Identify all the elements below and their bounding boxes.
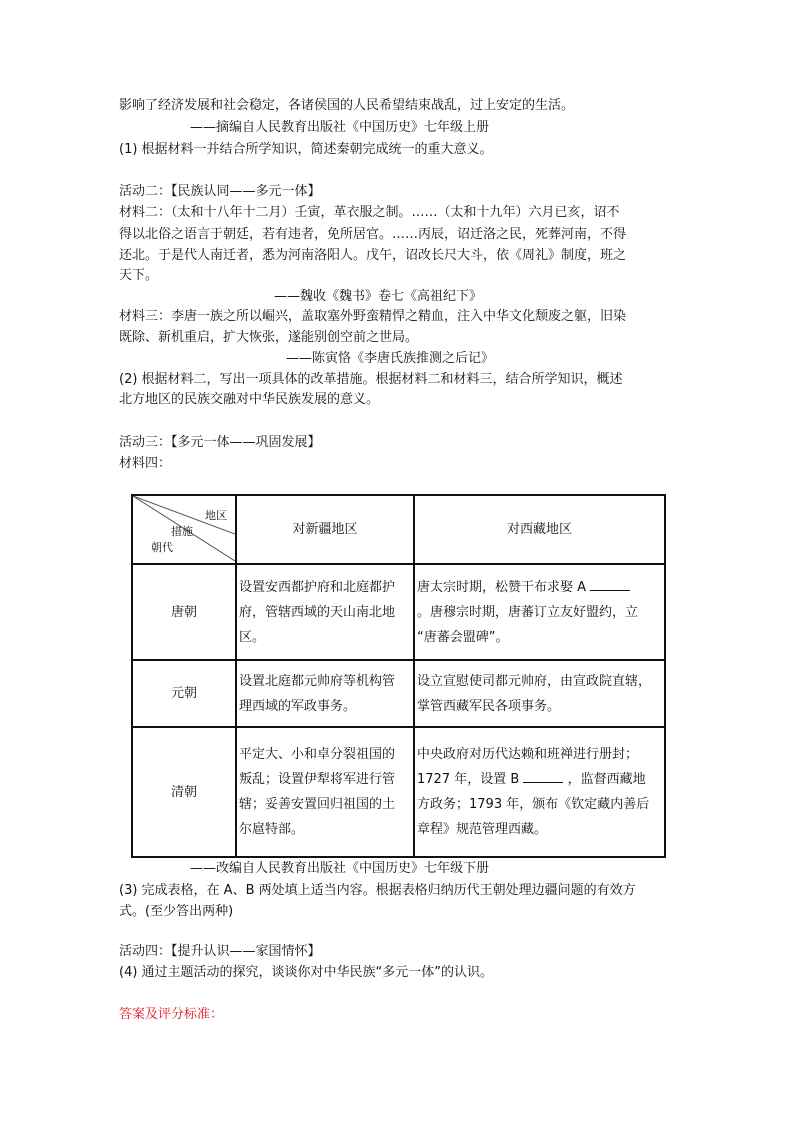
table-row [132,564,665,660]
cell-line: 尔扈特部。 [239,822,305,837]
text-line: 影响了经济发展和社会稳定，各诸侯国的人民希望结束战乱，过上安定的生活。 [119,98,575,113]
xinjiang-cell [236,564,414,660]
answer-blank-a[interactable] [590,578,630,591]
material-4-label: 材料四： [119,456,172,471]
table-source: ——改编自人民教育出版社《中国历史》七年级下册 [190,861,490,876]
cell-line: 1727 年，设置 B [417,772,520,787]
cell-line: 方政务；1793 年，颁布《钦定藏内善后 [417,797,650,812]
cell-line: 区。 [239,629,266,645]
material-2-line: 天下。 [119,268,159,283]
material-3-line: 材料三：李唐一族之所以崛兴，盖取塞外野蛮精悍之精血，注入中华文化颓废之躯，旧染 [119,309,627,324]
cell-line: ，监督西藏地 [567,772,646,787]
material-2-line: 得以北俗之语言于朝廷，若有违者，免所居官。……丙辰，诏迁洛之民，死葬河南，不得 [119,227,627,242]
question-1: (1) 根据材料一并结合所学知识，简述秦朝完成统一的重大意义。 [119,142,493,157]
cell-line: 设置安西都护府和北庭都护 [239,579,396,595]
corner-label-dynasty: 朝代 [151,541,173,554]
cell-line: 平定大、小和卓分裂祖国的 [239,747,396,762]
dynasty-cell: 唐朝 [132,564,236,660]
material-2-source: ——魏收《魏书》卷七《高祖纪下》 [274,289,483,304]
material-2-line: 还北。于是代人南迁者，悉为河南洛阳人。戊午，诏改长尺大斗，依《周礼》制度，班之 [119,248,627,263]
question-3-line: (3) 完成表格，在 A、B 两处填上适当内容。根据表格归纳历代王朝处理边疆问题的有效方 [119,883,636,898]
corner-label-region: 地区 [205,509,227,522]
xinjiang-cell [236,660,414,727]
column-header-xinjiang: 对新疆地区 [236,495,414,564]
cell-line: 章程》规范管理西藏。 [417,822,548,837]
question-2-line: 北方地区的民族交融对中华民族发展的意义。 [119,392,380,407]
cell-line: 设置北庭都元帅府等机构管 [239,673,396,689]
tibet-cell [414,564,665,660]
question-3-line: 式。(至少答出两种) [119,904,234,919]
question-4: (4) 通过主题活动的探究，谈谈你对中华民族“多元一体”的认识。 [119,965,494,980]
xinjiang-cell [236,727,414,857]
tibet-cell [414,660,665,727]
table-row [132,660,665,727]
material-3-source: ——陈寅恪《李唐氏族推测之后记》 [286,351,495,366]
dynasty-cell: 清朝 [132,727,236,857]
cell-line: 叛乱；设置伊犁将军进行管 [239,772,396,787]
cell-line: 辖；妥善安置回归祖国的土 [239,797,396,812]
cell-line: 掌管西藏军民各项事务。 [417,698,561,714]
material-2-line: 材料二：（太和十八年十二月）壬寅，革衣服之制。……（太和十九年）六月已亥，诏不 [119,205,620,220]
activity-4-title: 活动四：【提升认识——家国情怀】 [119,944,321,959]
answer-blank-b[interactable] [523,770,563,783]
source-citation: ——摘编自人民教育出版社《中国历史》七年级上册 [190,120,490,135]
cell-line: 理西域的军政事务。 [239,698,357,714]
cell-line: 府，管辖西域的天山南北地 [239,604,396,620]
activity-2-title: 活动二：【民族认同——多元一体】 [119,184,321,199]
table-row [132,727,665,857]
cell-line: 中央政府对历代达赖和班禅进行册封； [417,747,639,762]
question-2-line: (2) 根据材料二，写出一项具体的改革措施。根据材料二和材料三，结合所学知识，概述 [119,372,623,387]
activity-3-title: 活动三：【多元一体——巩固发展】 [119,435,321,450]
cell-line: 设立宣慰使司都元帅府，由宣政院直辖， [417,673,652,689]
answer-heading: 答案及评分标准： [119,1007,224,1022]
cell-line: 唐太宗时期，松赞干布求娶 A [417,579,587,595]
corner-label-measure: 措施 [171,525,193,538]
frontier-measures-table [131,494,666,858]
material-3-line: 既除、新机重启，扩大恢张，遂能别创空前之世局。 [119,330,419,345]
cell-line: 。唐穆宗时期，唐蕃订立友好盟约，立 [417,604,639,620]
cell-line: “唐蕃会盟碑”。 [417,629,509,645]
table-corner-header [132,495,236,564]
dynasty-cell: 元朝 [132,660,236,727]
tibet-cell [414,727,665,857]
column-header-tibet: 对西藏地区 [414,495,665,564]
